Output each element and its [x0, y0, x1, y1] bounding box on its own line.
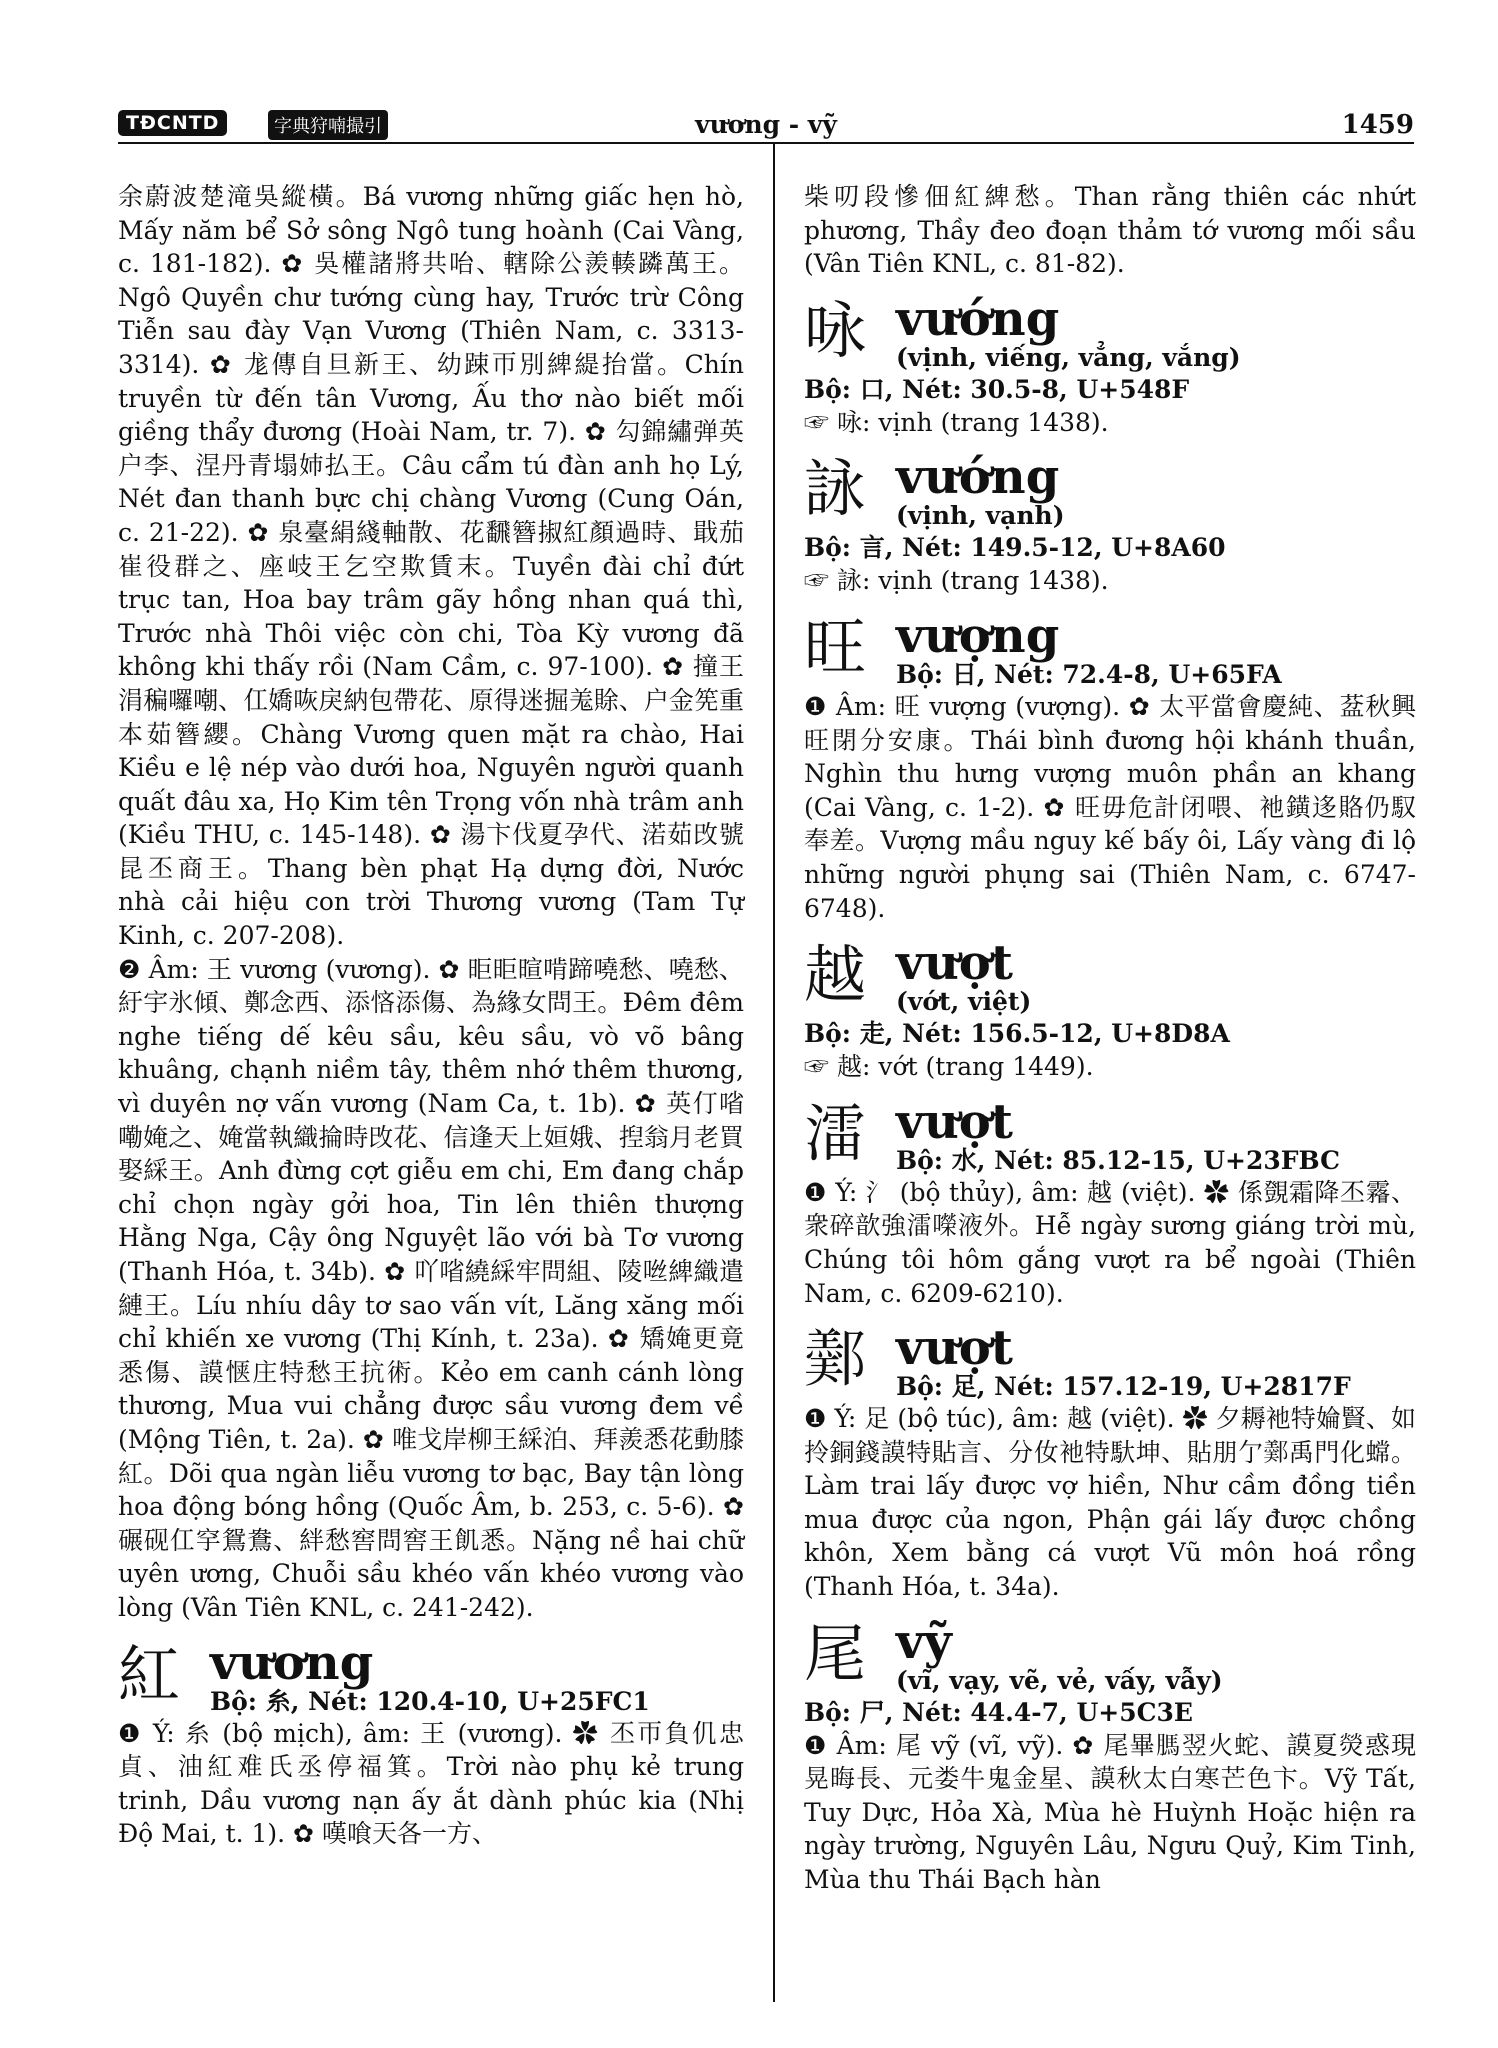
entry-head — [804, 1613, 1416, 1696]
dictionary-entry — [804, 607, 1416, 925]
entry-body: ❶ Ý: 足 (bộ túc), âm: 越 (việt). ✿ 夕耨衪特婨賢、如拎銅錢謨特貼言、分㚢衪特馱坤、貼朋亇𨞿禹門化蟐。Làm trai lấy được vợ hiền, Như cầm đồng tiền mua được của ngon, Phận gái lấy được chồng khôn, Xem bằng cá vượt Vũ môn hoá rồng (Thanh Hóa, t. 34a). — [804, 1404, 1416, 1602]
headword-han: 𨞿 — [804, 1323, 867, 1397]
dictionary-entry — [804, 449, 1416, 598]
publisher-logo: TĐCNTD — [118, 110, 227, 136]
headword-block — [896, 449, 1065, 531]
headword: vướng — [896, 449, 1060, 506]
page-number: 1459 — [1341, 110, 1414, 140]
headword-han: 紅 — [118, 1637, 181, 1711]
headword: vượt — [896, 1320, 1013, 1377]
entry-meta: Bộ: 足, Nét: 157.12-19, U+2817F — [896, 1372, 1351, 1402]
headword-han: 咏 — [804, 293, 867, 367]
headword: vương — [210, 1634, 374, 1691]
entry-meta: Bộ: 言, Nét: 149.5-12, U+8A60 — [804, 533, 1226, 563]
variant-readings: (vĩ, vạy, vẽ, vẻ, vấy, vẫy) — [896, 1665, 1223, 1695]
headword: vượt — [896, 935, 1013, 992]
variant-readings: (vịnh, viếng, vẳng, vắng) — [896, 342, 1241, 372]
entry-body: ❶ Âm: 尾 vỹ (vĩ, vỹ). ✿ 尾畢𦟐翌火蛇、謨夏熒惑現晃晦長、元娄牛鬼金星、謨秋太白寒芒色卞。Vỹ Tất, Tuy Dực, Hỏa Xà, Mùa hè Huỳnh Hoặc hiện ra ngày trường, Nguyên Lâu, Ngưu Quỷ, Kim Tinh, Mùa thu Thái Bạch hàn — [804, 1730, 1416, 1895]
dictionary-entry — [804, 290, 1416, 440]
entry-meta: Bộ: 走, Nét: 156.5-12, U+8D8A — [804, 1019, 1230, 1049]
paragraph: 余蔚波楚滝吳縱橫。Bá vương những giấc hẹn hò, Mấy năm bể Sở sông Ngô tung hoành (Cai Vàng, c. 181-182). ✿ 吳權諸將共咍、轄除公羨輳蹸萬王。Ngô Quyền chư tướng cùng hay, Trước trừ Công Tiễn sau đày Vạn Vương (Thiên Nam, c. 3313-3314). ✿ 尨傳自旦新王、幼踈帀別綼緹抬當。Chín truyền từ đến tân Vương, Ấu thơ nào biết mối giềng thẩy đương (Hoài Nam, tr. 7). ✿ 勾錦繡弹英户李、涅丹青塌姉払王。Câu cẩm tú đàn anh họ Lý, Nét đan thanh bực chị chàng Vương (Cung Oán, c. 21-22). ✿ 泉臺絹綫軸散、花飜簪掓紅顏過時、戢茄崔役群之、座岐王乞空欺賃末。Tuyền đài chỉ đứt trục tan, Hoa bay trâm gãy hồng nhan quá thì, Trước nhà Thôi việc còn chi, Tòa Kỳ vương đã không khi thấy rồi (Nam Cầm, c. 97-100). ✿ 撞王涓稨囉嘲、仜嬌咴戾納包帶花、原得迷掘羗賖、户金筅重本茹簪纓。Chàng Vương quen mặt ra chào, Hai Kiều e lệ nép vào dưới hoa, Nguyên người quanh quất đâu xa, Họ Kim tên Trọng vốn nhà trâm anh (Kiều THU, c. 145-148). ✿ 湯卞伐夏孕代、渃茹攺號昆丕商王。Thang bèn phạt Hạ dựng đời, Nước nhà cải hiệu con trời Thương vương (Tam Tự Kinh, c. 207-208). — [118, 182, 744, 951]
headword: vượt — [896, 1093, 1013, 1150]
running-head: vương - vỹ — [695, 110, 837, 139]
entry-meta: Bộ: 尸, Nét: 44.4-7, U+5C3E — [804, 1697, 1193, 1727]
variant-readings: (vớt, việt) — [896, 987, 1032, 1017]
entry-meta: Bộ: 糸, Nét: 120.4-10, U+25FC1 — [210, 1686, 650, 1716]
entry-head — [804, 1093, 1416, 1176]
dictionary-entry — [804, 1613, 1416, 1897]
entry-meta: Bộ: 口, Nét: 30.5-8, U+548F — [804, 374, 1190, 404]
entry-meta: Bộ: 日, Nét: 72.4-8, U+65FA — [896, 659, 1282, 689]
entry-head — [804, 290, 1416, 373]
entry-head — [804, 1320, 1416, 1402]
headword: vượng — [896, 607, 1060, 664]
headword: vỹ — [896, 1613, 952, 1670]
dictionary-entry — [804, 1093, 1416, 1310]
entry-head — [118, 1634, 744, 1717]
paragraph: ❷ Âm: 王 vương (vương). ✿ 昛昛暄啃蹄嘵愁、嘵愁、紆宇氷傾、鄭念西、添悋添傷、為緣女問王。Đêm đêm nghe tiếng dế kêu sầu, kêu sầu, vò võ bâng khuâng, chạnh niềm tây, thêm nhớ thêm thương, vì duyên nợ vấn vương (Nam Ca, t. 1b). ✿ 英仃㗂嘞㛪之、㛪當執織掄時攺花、信逢天上姮娥、揑翁月老買娶綵王。Anh đừng cợt giễu em chi, Em đang chắp chỉ chọn ngày gởi hoa, Tin lên thiên thượng Hằng Nga, Cậy ông Nguyệt lão với bà Tơ vương (Thanh Hóa, t. 34b). ✿ 吖㗂繞綵牢問組、陵咝綼織遣縺王。Líu nhíu dây tơ sao vấn vít, Lăng xăng mối chỉ khiến xe vương (Thị Kính, t. 23a). ✿ 矯㛪更竟悉傷、謨惬庄特愁王抗術。Kẻo em canh cánh lòng thương, Mua vui chẳng được sầu vương đem về (Mộng Tiên, t. 2a). ✿ 唯戈岸柳王綵泊、拜羨悉花動膝紅。Dõi qua ngàn liễu vương tơ bạc, Bay tận lòng hoa động bóng hồng (Quốc Âm, b. 253, c. 5-6). ✿ 碾砚仜穻鴛鴦、絆愁窖問窖王飢悉。Nặng nề hai chữ uyên ương, Chuỗi sầu khéo vấn khéo vương vào lòng (Vân Tiên KNL, c. 241-242). — [118, 954, 744, 1622]
right-column — [804, 180, 1416, 1897]
entry-body: ❶ Ý: 糸 (bộ mịch), âm: 王 (vương). ✿ 丕帀負仉忠貞、油紅难氏丞停福箕。Trời nào phụ kẻ trung trinh, Dầu vương nạn ấy ắt dành phúc kia (Nhị Độ Mai, t. 1). ✿ 嘆喰天各一方、 — [118, 1718, 744, 1849]
entry-body: ☞ 詠: vịnh (trang 1438). — [804, 566, 1109, 596]
dictionary-entry — [804, 1320, 1416, 1604]
headword-han: 越 — [804, 938, 867, 1012]
headword-block — [896, 607, 1282, 690]
headword-han: 尾 — [804, 1616, 867, 1690]
left-column — [118, 180, 744, 1851]
header-rule — [118, 142, 1414, 144]
han-nom-logo: 字典狩喃撮引 — [268, 110, 388, 140]
entry-head — [804, 449, 1416, 531]
entry-body: ❶ Âm: 旺 vượng (vượng). ✿ 太平當會慶純、葐秋興旺閉分安康。Thái bình đương hội khánh thuần, Nghìn thu hưng vượng muôn phần an khang (Cai Vàng, c. 1-2). ✿ 旺毋危計闭喂、衪鐄迻賂仍馭奉差。Vượng mầu nguy kế bấy ôi, Lấy vàng đi lộ những người phụng sai (Thiên Nam, c. 6747-6748). — [804, 691, 1416, 923]
headword-han: 㵢 — [804, 1096, 867, 1170]
headword: vướng — [896, 290, 1060, 347]
entry-body: ☞ 越: vớt (trang 1449). — [804, 1052, 1094, 1082]
headword-han: 旺 — [804, 610, 867, 684]
headword-block — [210, 1634, 650, 1717]
dictionary-entry — [804, 935, 1416, 1084]
dictionary-entry — [118, 1634, 744, 1851]
paragraph: 柴叨段慘佃紅綼愁。Than rằng thiên các nhứt phương, Thầy đeo đoạn thảm tớ vương mối sầu (Vân Tiên KNL, c. 81-82). — [804, 182, 1416, 279]
page-header — [118, 106, 1414, 142]
headword-block — [896, 1093, 1341, 1176]
headword-han: 詠 — [804, 452, 867, 526]
entry-meta: Bộ: 水, Nét: 85.12-15, U+23FBC — [896, 1145, 1341, 1175]
variant-readings: (vịnh, vạnh) — [896, 501, 1065, 531]
headword-block — [896, 935, 1032, 1017]
entry-head — [804, 607, 1416, 690]
headword-block — [896, 1613, 1223, 1696]
headword-block — [896, 1320, 1351, 1402]
headword-block — [896, 290, 1241, 373]
column-divider — [773, 142, 775, 2002]
entry-body: ☞ 咏: vịnh (trang 1438). — [804, 407, 1109, 437]
entry-head — [804, 935, 1416, 1017]
entry-body: ❶ Ý: 氵 (bộ thủy), âm: 越 (việt). ✿ 係覴霜降丕霿、衆碎歆強㵢㘇液外。Hễ ngày sương giáng trời mù, Chúng tôi hôm gắng vượt ra bể ngoài (Thiên Nam, c. 6209-6210). — [804, 1177, 1416, 1308]
